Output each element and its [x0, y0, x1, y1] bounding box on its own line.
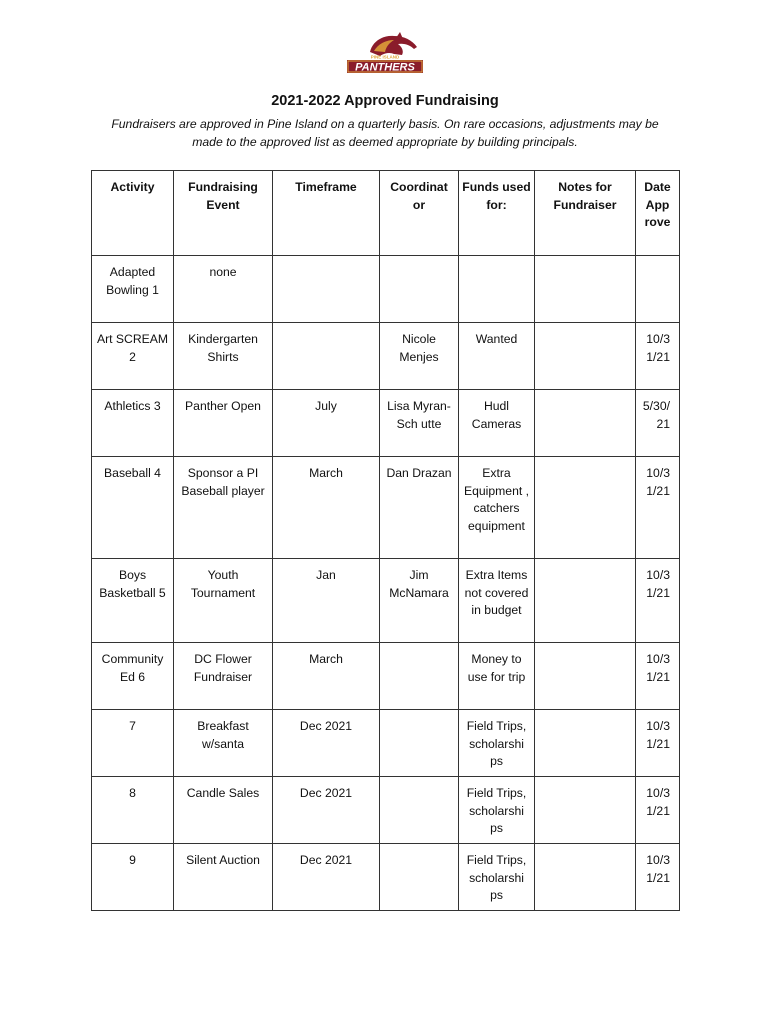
coordinator-cell: Nicole Menjes	[380, 323, 459, 390]
notes-cell	[535, 457, 636, 559]
subtitle-line-1: Fundraisers are approved in Pine Island on a quarterly basis. On rare occasions, adjustments may be	[111, 117, 659, 131]
table-row	[92, 256, 680, 323]
header-activity: Activity	[92, 171, 174, 256]
coordinator-cell: Jim McNamara	[380, 559, 459, 643]
timeframe-cell	[273, 323, 380, 390]
table-row	[92, 323, 680, 390]
table-row	[92, 559, 680, 643]
panthers-logo	[344, 30, 426, 74]
activity-cell: Community Ed 6	[92, 643, 174, 710]
coordinator-cell	[380, 777, 459, 844]
funds-cell: Hudl Cameras	[459, 390, 535, 457]
date-cell: 5/30/ 21	[636, 390, 680, 457]
timeframe-cell: Dec 2021	[273, 710, 380, 777]
notes-cell	[535, 844, 636, 911]
notes-cell	[535, 256, 636, 323]
date-cell: 10/3 1/21	[636, 643, 680, 710]
subtitle-line-2: made to the approved list as deemed appropriate by building principals.	[192, 135, 578, 149]
table-row	[92, 844, 680, 911]
document-subtitle	[90, 115, 680, 151]
notes-cell	[535, 643, 636, 710]
funds-cell: Field Trips, scholarshi ps	[459, 710, 535, 777]
svg-text:PANTHERS: PANTHERS	[355, 61, 415, 74]
notes-cell	[535, 710, 636, 777]
fundraising-table	[91, 170, 680, 911]
header-funds-used-for: Funds used for:	[459, 171, 535, 256]
funds-cell: Wanted	[459, 323, 535, 390]
date-cell	[636, 256, 680, 323]
date-cell: 10/3 1/21	[636, 710, 680, 777]
funds-cell: Extra Items not covered in budget	[459, 559, 535, 643]
funds-cell: Money to use for trip	[459, 643, 535, 710]
timeframe-cell: July	[273, 390, 380, 457]
table-header-row	[92, 171, 680, 256]
activity-cell: 9	[92, 844, 174, 911]
funds-cell: Field Trips, scholarshi ps	[459, 777, 535, 844]
table-row	[92, 390, 680, 457]
activity-cell: 7	[92, 710, 174, 777]
coordinator-cell	[380, 256, 459, 323]
header-coordinator: Coordinat or	[380, 171, 459, 256]
date-cell: 10/3 1/21	[636, 559, 680, 643]
event-cell: none	[174, 256, 273, 323]
timeframe-cell: March	[273, 457, 380, 559]
activity-cell: Athletics 3	[92, 390, 174, 457]
table-row	[92, 710, 680, 777]
timeframe-cell: March	[273, 643, 380, 710]
date-cell: 10/3 1/21	[636, 777, 680, 844]
date-cell: 10/3 1/21	[636, 457, 680, 559]
header-fundraising-event: Fundraising Event	[174, 171, 273, 256]
funds-cell	[459, 256, 535, 323]
funds-cell: Extra Equipment , catchers equipment	[459, 457, 535, 559]
table-row	[92, 643, 680, 710]
activity-cell: Art SCREAM 2	[92, 323, 174, 390]
coordinator-cell	[380, 710, 459, 777]
coordinator-cell: Dan Drazan	[380, 457, 459, 559]
funds-cell: Field Trips, scholarshi ps	[459, 844, 535, 911]
event-cell: Sponsor a PI Baseball player	[174, 457, 273, 559]
event-cell: Panther Open	[174, 390, 273, 457]
event-cell: Candle Sales	[174, 777, 273, 844]
event-cell: DC Flower Fundraiser	[174, 643, 273, 710]
activity-cell: Adapted Bowling 1	[92, 256, 174, 323]
notes-cell	[535, 777, 636, 844]
table-row	[92, 457, 680, 559]
timeframe-cell	[273, 256, 380, 323]
event-cell: Silent Auction	[174, 844, 273, 911]
timeframe-cell: Jan	[273, 559, 380, 643]
coordinator-cell: Lisa Myran-Sch utte	[380, 390, 459, 457]
svg-text:PINE ISLAND: PINE ISLAND	[370, 54, 400, 60]
activity-cell: 8	[92, 777, 174, 844]
notes-cell	[535, 559, 636, 643]
header-timeframe: Timeframe	[273, 171, 380, 256]
date-cell: 10/3 1/21	[636, 844, 680, 911]
header-notes: Notes for Fundraiser	[535, 171, 636, 256]
event-cell: Youth Tournament	[174, 559, 273, 643]
event-cell: Kindergarten Shirts	[174, 323, 273, 390]
coordinator-cell	[380, 643, 459, 710]
activity-cell: Baseball 4	[92, 457, 174, 559]
header-date-approved: Date App rove	[636, 171, 680, 256]
panther-head-icon	[344, 30, 426, 74]
date-cell: 10/3 1/21	[636, 323, 680, 390]
notes-cell	[535, 323, 636, 390]
timeframe-cell: Dec 2021	[273, 777, 380, 844]
notes-cell	[535, 390, 636, 457]
document-title: 2021-2022 Approved Fundraising	[271, 93, 499, 109]
timeframe-cell: Dec 2021	[273, 844, 380, 911]
event-cell: Breakfast w/santa	[174, 710, 273, 777]
table-row	[92, 777, 680, 844]
coordinator-cell	[380, 844, 459, 911]
activity-cell: Boys Basketball 5	[92, 559, 174, 643]
